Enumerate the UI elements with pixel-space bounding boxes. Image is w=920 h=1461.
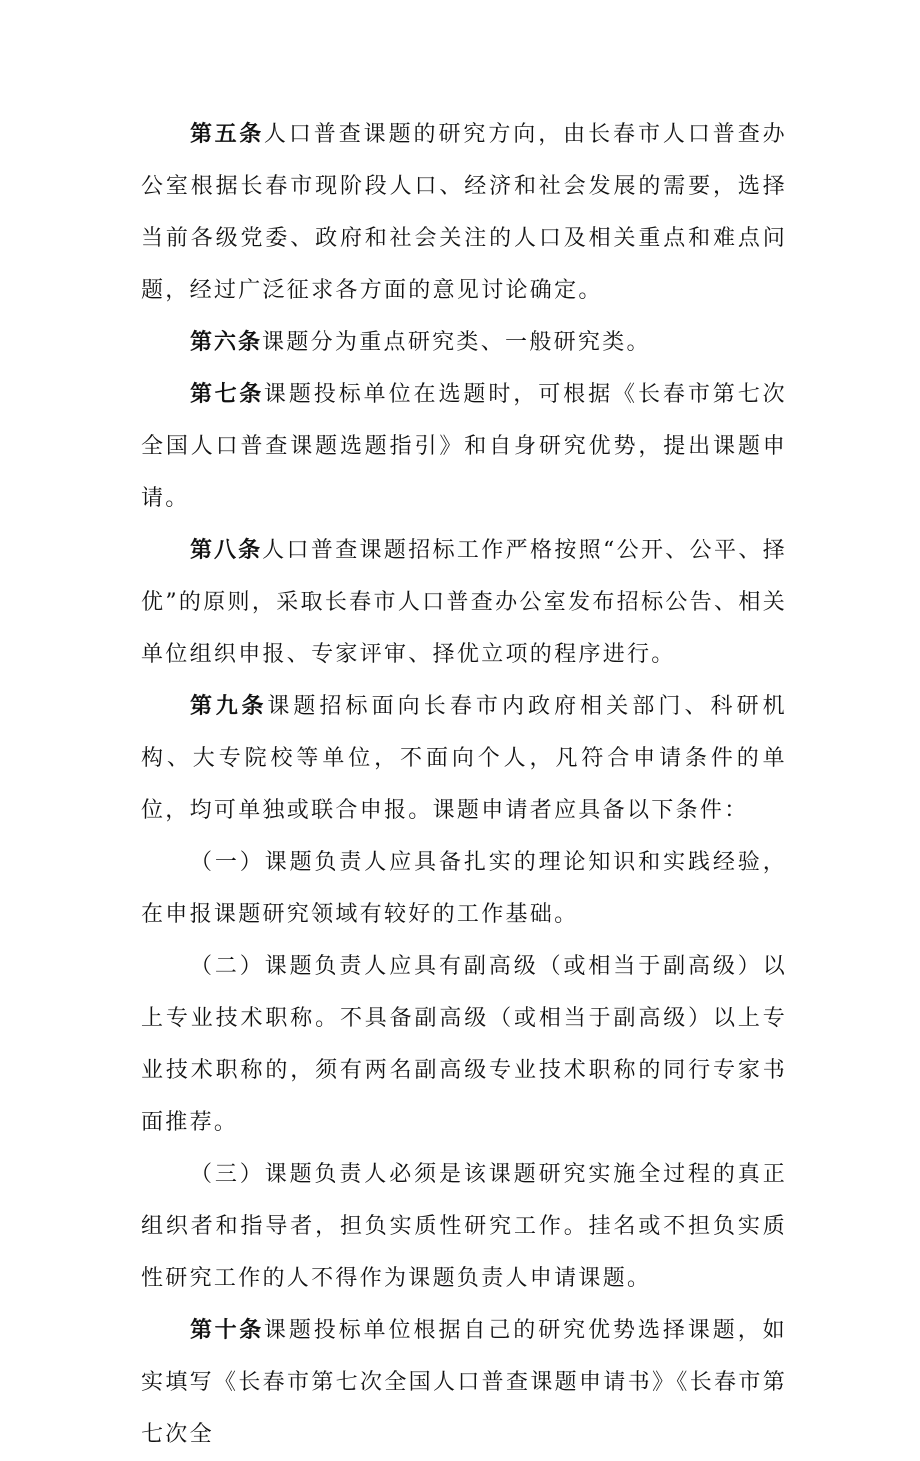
condition-3-paragraph xyxy=(141,1149,787,1305)
article-10-text: 课题投标单位根据自己的研究优势选择课题，如实填写《长春市第七次全国人口普查课题申请书》《长春市第七次全 xyxy=(141,1318,787,1447)
condition-1-paragraph xyxy=(141,837,787,941)
article-10-heading: 第十条 xyxy=(190,1318,264,1343)
article-9-paragraph xyxy=(141,681,787,837)
article-6-heading: 第六条 xyxy=(190,330,263,355)
article-7-paragraph xyxy=(141,369,787,525)
article-5-text: 人口普查课题的研究方向，由长春市人口普查办公室根据长春市现阶段人口、经济和社会发展的需要，选择当前各级党委、政府和社会关注的人口及相关重点和难点问题，经过广泛征求各方面的意见讨论确定。 xyxy=(141,122,787,303)
article-7-heading: 第七条 xyxy=(190,382,264,407)
condition-3-text: （三）课题负责人必须是该课题研究实施全过程的真正组织者和指导者，担负实质性研究工作。挂名或不担负实质性研究工作的人不得作为课题负责人申请课题。 xyxy=(141,1162,787,1291)
article-8-paragraph xyxy=(141,525,787,681)
article-8-text: 人口普查课题招标工作严格按照“公开、公平、择优”的原则，采取长春市人口普查办公室发布招标公告、相关单位组织申报、专家评审、择优立项的程序进行。 xyxy=(141,538,787,667)
article-5-paragraph xyxy=(141,109,787,317)
condition-2-text: （二）课题负责人应具有副高级（或相当于副高级）以上专业技术职称。不具备副高级（或相当于副高级）以上专业技术职称的，须有两名副高级专业技术职称的同行专家书面推荐。 xyxy=(141,954,787,1135)
article-5-heading: 第五条 xyxy=(190,122,264,147)
condition-1-text: （一）课题负责人应具备扎实的理论知识和实践经验，在申报课题研究领域有较好的工作基础。 xyxy=(141,850,787,927)
article-6-paragraph xyxy=(141,317,787,369)
article-9-heading: 第九条 xyxy=(190,694,268,719)
document-body xyxy=(141,109,787,1461)
article-7-text: 课题投标单位在选题时，可根据《长春市第七次全国人口普查课题选题指引》和自身研究优势，提出课题申请。 xyxy=(141,382,787,511)
condition-2-paragraph xyxy=(141,941,787,1149)
article-8-heading: 第八条 xyxy=(190,538,263,563)
article-6-text: 课题分为重点研究类、一般研究类。 xyxy=(262,330,651,355)
article-10-paragraph xyxy=(141,1305,787,1461)
article-9-text: 课题招标面向长春市内政府相关部门、科研机构、大专院校等单位，不面向个人，凡符合申请条件的单位，均可单独或联合申报。课题申请者应具备以下条件： xyxy=(141,694,787,823)
